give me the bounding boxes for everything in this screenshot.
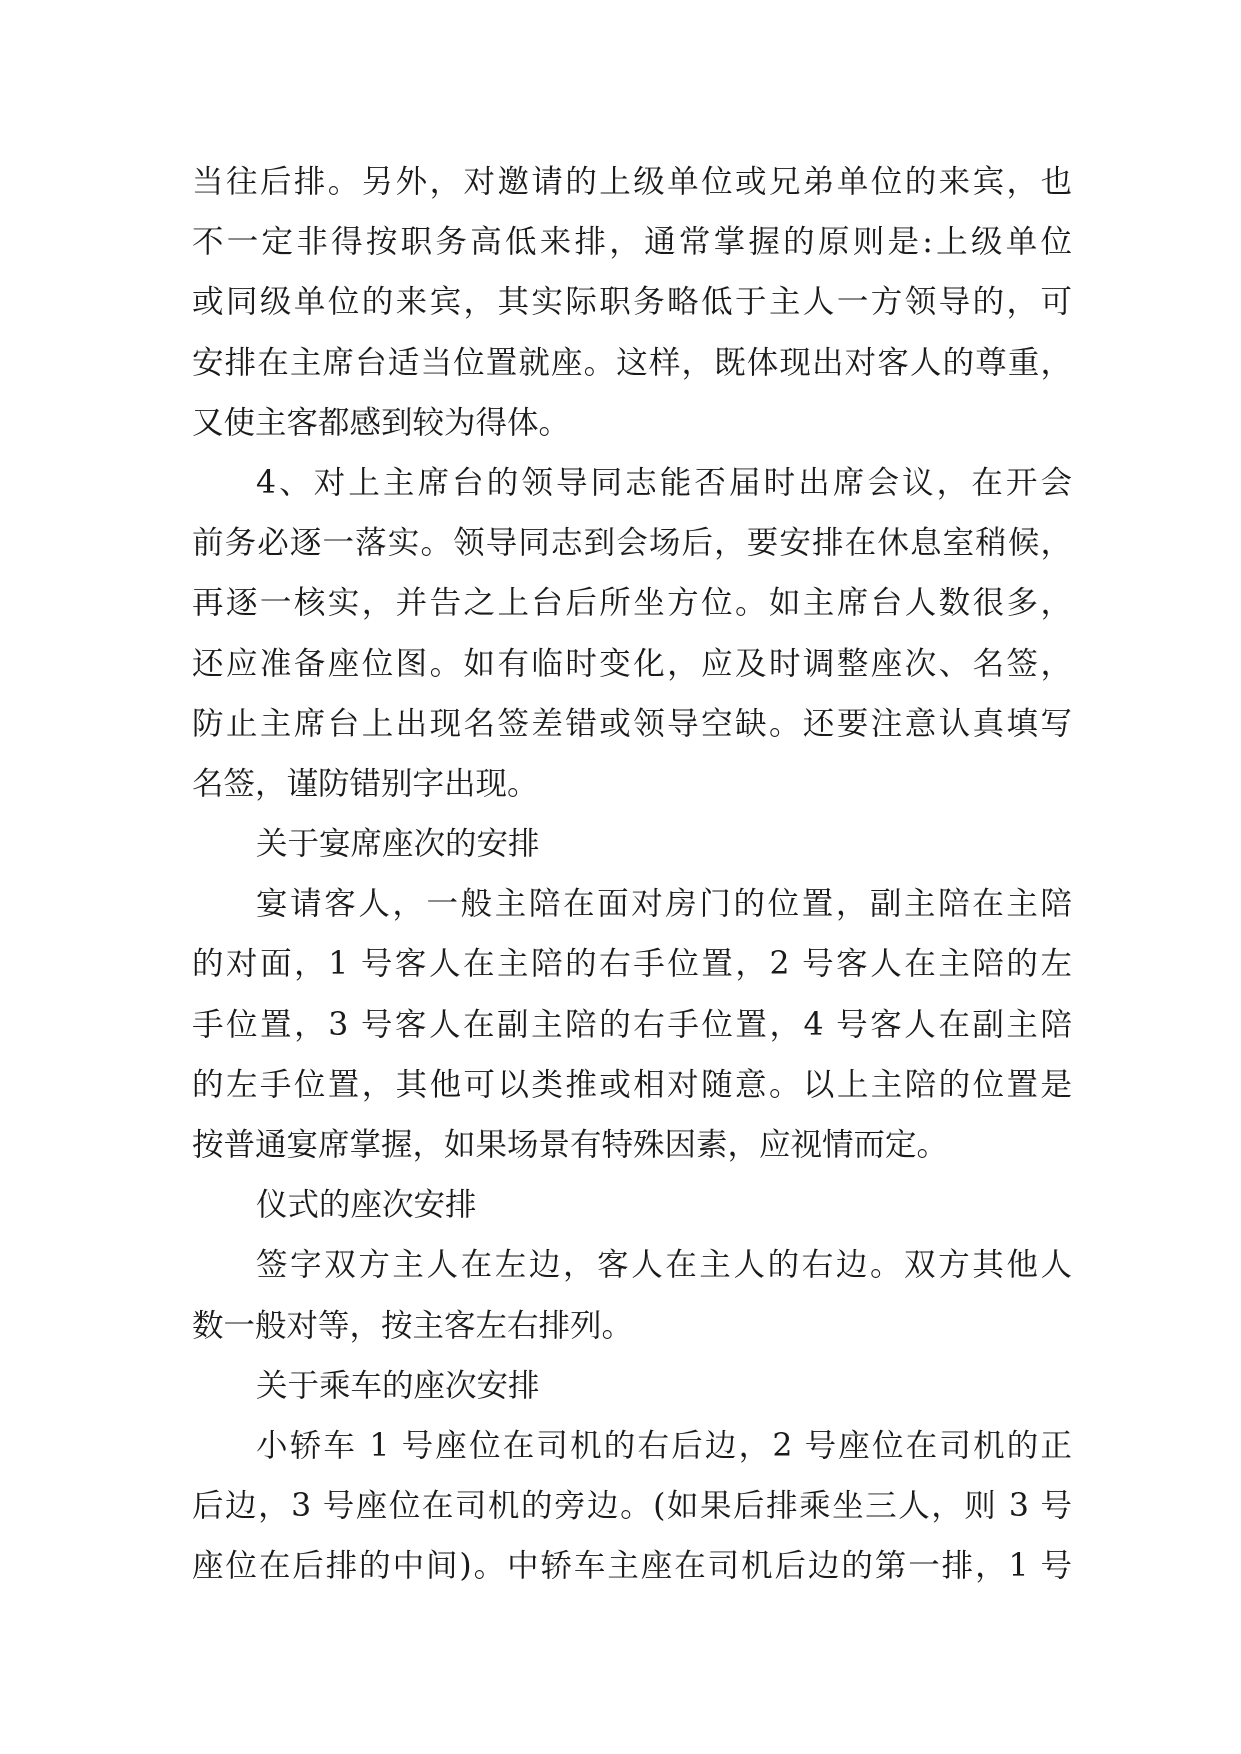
section-heading: 仪式的座次安排 [256,1187,477,1224]
text-line: 数一般对等，按主客左右排列。 [192,1307,634,1344]
text-line: 签字双方主人在左边，客人在主人的右边。双方其他人 [256,1247,1072,1284]
text-line: 又使主客都感到较为得体。 [192,404,571,441]
text-line: 前务必逐一落实。领导同志到会场后，要安排在休息室稍候， [192,525,1072,562]
text-line: 不一定非得按职务高低来排，通常掌握的原则是:上级单位 [192,224,1072,261]
text-line: 安排在主席台适当位置就座。这样，既体现出对客人的尊重， [192,344,1072,381]
text-line: 的对面，1 号客人在主陪的右手位置，2 号客人在主陪的左 [192,946,1072,983]
text-line: 防止主席台上出现名签差错或领导空缺。还要注意认真填写 [192,705,1072,742]
section-heading: 关于宴席座次的安排 [256,826,540,863]
text-line: 还应准备座位图。如有临时变化，应及时调整座次、名签， [192,645,1072,682]
text-line: 宴请客人，一般主陪在面对房门的位置，副主陪在主陪 [256,886,1072,923]
text-line: 按普通宴席掌握，如果场景有特殊因素，应视情而定。 [192,1127,949,1163]
text-line: 手位置，3 号客人在副主陪的右手位置，4 号客人在副主陪 [192,1006,1072,1043]
text-line: 或同级单位的来宾，其实际职务略低于主人一方领导的，可 [192,284,1072,321]
text-line: 的左手位置，其他可以类推或相对随意。以上主陪的位置是 [192,1066,1072,1103]
text-line: 名签，谨防错别字出现。 [192,765,539,802]
document-body [192,162,1072,1607]
text-line: 当往后排。另外，对邀请的上级单位或兄弟单位的来宾，也 [192,164,1072,200]
text-line: 小轿车 1 号座位在司机的右后边，2 号座位在司机的正 [256,1427,1072,1464]
text-line: 再逐一核实，并告之上台后所坐方位。如主席台人数很多， [192,585,1072,622]
text-line: 座位在后排的中间)。中轿车主座在司机后边的第一排，1 号 [192,1548,1072,1585]
section-heading: 关于乘车的座次安排 [256,1367,540,1404]
text-line: 4、对上主席台的领导同志能否届时出席会议，在开会 [256,464,1072,501]
text-line: 后边，3 号座位在司机的旁边。(如果后排乘坐三人，则 3 号 [192,1488,1072,1525]
